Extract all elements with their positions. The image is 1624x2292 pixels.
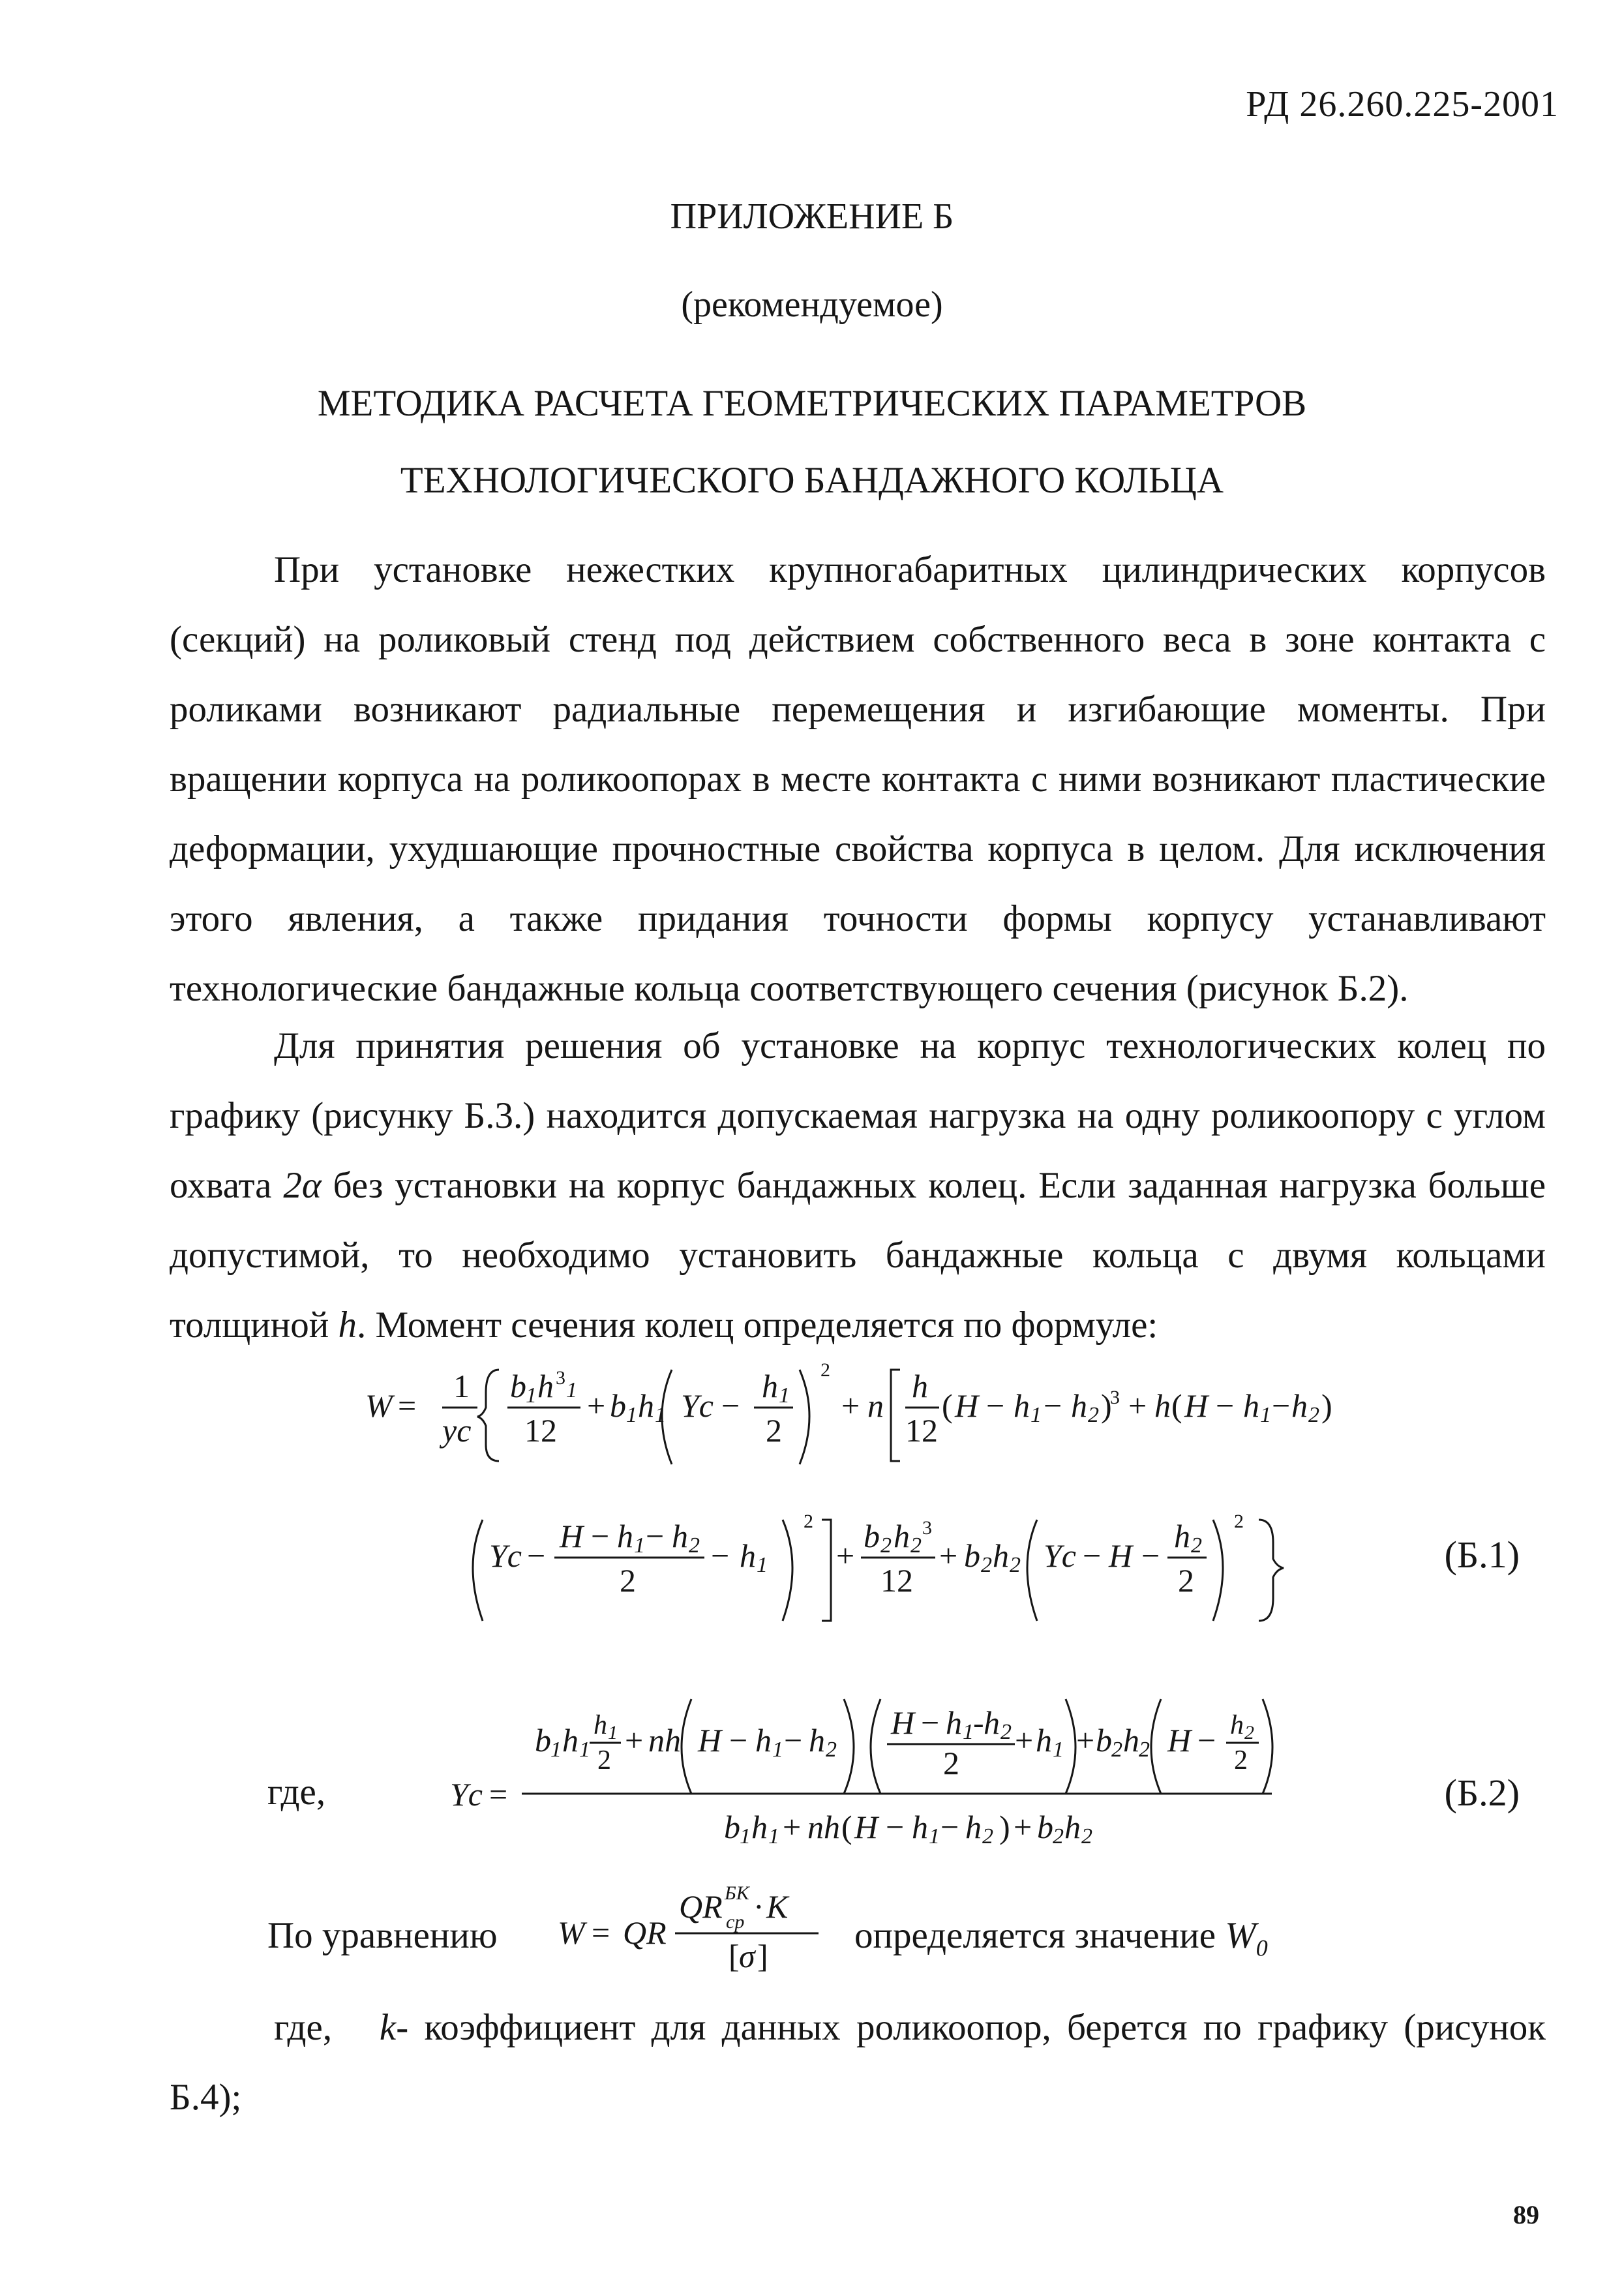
page-number: 89 bbox=[1513, 2200, 1539, 2229]
svg-text:−: − bbox=[940, 1809, 959, 1845]
svg-text:K: K bbox=[766, 1888, 789, 1925]
svg-text:h: h bbox=[762, 1368, 778, 1404]
svg-text:b: b bbox=[964, 1537, 980, 1574]
svg-text:h: h bbox=[537, 1368, 554, 1404]
determined-text bbox=[854, 1914, 1268, 1961]
svg-text:=: = bbox=[398, 1387, 417, 1424]
svg-text:QR: QR bbox=[679, 1888, 723, 1925]
svg-text:H: H bbox=[891, 1704, 915, 1741]
svg-text:QR: QR bbox=[623, 1914, 667, 1951]
svg-text:1: 1 bbox=[655, 1403, 666, 1427]
svg-text:2: 2 bbox=[1191, 1533, 1202, 1558]
svg-text:h: h bbox=[1291, 1387, 1308, 1424]
section-heading bbox=[0, 365, 1624, 519]
by-equation-label: По уравнению bbox=[267, 1915, 498, 1956]
svg-text:H: H bbox=[955, 1387, 979, 1424]
heading-line-2: ТЕХНОЛОГИЧЕСКОГО БАНДАЖНОГО КОЛЬЦА bbox=[400, 460, 1224, 501]
svg-text:h: h bbox=[740, 1537, 756, 1574]
document-code: РД 26.260.225-2001 bbox=[1246, 84, 1559, 125]
svg-text:12: 12 bbox=[905, 1412, 938, 1449]
svg-text:H: H bbox=[560, 1518, 584, 1554]
svg-text:W: W bbox=[558, 1914, 585, 1951]
svg-text:h: h bbox=[993, 1537, 1009, 1574]
svg-text:+: + bbox=[1076, 1722, 1095, 1758]
svg-text:−: − bbox=[784, 1722, 803, 1758]
svg-text:h: h bbox=[912, 1368, 928, 1404]
svg-text:3: 3 bbox=[556, 1367, 565, 1389]
svg-text:1: 1 bbox=[1030, 1403, 1042, 1427]
svg-text:(: ( bbox=[841, 1809, 852, 1845]
svg-text:1: 1 bbox=[779, 1383, 790, 1408]
svg-text:1: 1 bbox=[963, 1720, 974, 1744]
svg-text:b: b bbox=[724, 1809, 740, 1845]
where-label: где, bbox=[267, 1772, 326, 1813]
svg-text:−: − bbox=[921, 1704, 940, 1741]
svg-text:1: 1 bbox=[772, 1738, 783, 1762]
svg-text:−: − bbox=[1216, 1387, 1235, 1424]
svg-text:2: 2 bbox=[880, 1533, 892, 1558]
svg-text:2: 2 bbox=[826, 1738, 837, 1762]
svg-text:2: 2 bbox=[766, 1412, 782, 1449]
svg-text:·: · bbox=[753, 1888, 764, 1925]
svg-text:+: + bbox=[1015, 1722, 1034, 1758]
svg-text:H: H bbox=[854, 1809, 879, 1845]
svg-text:2: 2 bbox=[1244, 1722, 1254, 1743]
svg-text:−: − bbox=[729, 1722, 748, 1758]
svg-text:3: 3 bbox=[922, 1517, 932, 1539]
svg-text:2: 2 bbox=[1088, 1403, 1099, 1427]
w0-subscript: 0 bbox=[1256, 1935, 1268, 1961]
svg-text:1: 1 bbox=[757, 1553, 768, 1577]
svg-text:=: = bbox=[592, 1914, 610, 1951]
svg-text:2: 2 bbox=[1081, 1824, 1092, 1848]
svg-text:+: + bbox=[587, 1387, 606, 1424]
svg-text:h: h bbox=[984, 1704, 1000, 1741]
svg-text:h: h bbox=[1243, 1387, 1259, 1424]
formula-w bbox=[558, 1865, 832, 1983]
svg-text:Yc: Yc bbox=[450, 1776, 483, 1813]
svg-text:b: b bbox=[1037, 1809, 1053, 1845]
svg-text:12: 12 bbox=[880, 1562, 913, 1599]
svg-text:nh: nh bbox=[648, 1722, 681, 1758]
svg-text:b: b bbox=[864, 1518, 880, 1554]
svg-text:2: 2 bbox=[1111, 1738, 1122, 1762]
appendix-title: ПРИЛОЖЕНИЕ Б bbox=[670, 196, 954, 237]
svg-text:h: h bbox=[562, 1722, 579, 1758]
svg-text:h: h bbox=[755, 1722, 772, 1758]
svg-text:2: 2 bbox=[620, 1562, 636, 1599]
svg-text:-: - bbox=[973, 1704, 984, 1741]
svg-text:+: + bbox=[625, 1722, 644, 1758]
svg-text:b: b bbox=[1096, 1722, 1112, 1758]
svg-text:1: 1 bbox=[579, 1738, 590, 1762]
svg-text:−: − bbox=[986, 1387, 1005, 1424]
coefficient-note bbox=[170, 1993, 1546, 2132]
svg-text:+: + bbox=[841, 1387, 860, 1424]
paragraph-2-text-a: Для принятия решения об установке на корпус технологических колец по графику (рисунку Б.3.) находится допускаемая нагрузка на одну роликоопору с углом охвата bbox=[170, 1025, 1546, 1206]
svg-text:−: − bbox=[1141, 1537, 1160, 1574]
svg-text:−: − bbox=[1197, 1722, 1216, 1758]
svg-text:1: 1 bbox=[608, 1722, 618, 1743]
svg-text:2: 2 bbox=[689, 1533, 700, 1558]
svg-text:): ) bbox=[1101, 1387, 1112, 1424]
svg-text:h: h bbox=[894, 1518, 910, 1554]
svg-text:1: 1 bbox=[1260, 1403, 1271, 1427]
svg-text:n: n bbox=[867, 1387, 884, 1424]
svg-text:(: ( bbox=[1171, 1387, 1182, 1424]
svg-text:h: h bbox=[965, 1809, 982, 1845]
svg-text:h: h bbox=[809, 1722, 825, 1758]
svg-text:2: 2 bbox=[1308, 1403, 1319, 1427]
svg-text:2: 2 bbox=[1000, 1720, 1012, 1744]
svg-text:−: − bbox=[711, 1537, 730, 1574]
svg-text:2: 2 bbox=[981, 1553, 992, 1577]
svg-text:2: 2 bbox=[943, 1745, 959, 1781]
svg-text:−: − bbox=[1044, 1387, 1062, 1424]
svg-text:2: 2 bbox=[1234, 1745, 1248, 1775]
svg-text:3: 3 bbox=[1110, 1387, 1120, 1408]
svg-text:h: h bbox=[1064, 1809, 1081, 1845]
svg-text:2: 2 bbox=[1053, 1824, 1064, 1848]
svg-text:(: ( bbox=[942, 1387, 953, 1424]
svg-text:2: 2 bbox=[982, 1824, 993, 1848]
k-variable: k bbox=[379, 2007, 397, 2048]
svg-text:2: 2 bbox=[910, 1533, 922, 1558]
svg-text:БК: БК bbox=[725, 1882, 749, 1904]
paragraph-2 bbox=[170, 1011, 1546, 1360]
heading-line-1: МЕТОДИКА РАСЧЕТА ГЕОМЕТРИЧЕСКИХ ПАРАМЕТРОВ bbox=[317, 383, 1307, 424]
svg-text:yc: yc bbox=[442, 1412, 472, 1449]
svg-text:H: H bbox=[1109, 1537, 1133, 1574]
svg-text:−: − bbox=[1083, 1537, 1102, 1574]
svg-text:σ: σ bbox=[739, 1938, 755, 1974]
svg-text:1: 1 bbox=[634, 1533, 645, 1558]
svg-text:h: h bbox=[1154, 1387, 1171, 1424]
svg-text:−: − bbox=[1272, 1387, 1291, 1424]
svg-text:Yc: Yc bbox=[489, 1537, 522, 1574]
svg-text:H: H bbox=[698, 1722, 722, 1758]
svg-text:h: h bbox=[1036, 1722, 1052, 1758]
svg-text:h: h bbox=[1174, 1518, 1190, 1554]
svg-text:1: 1 bbox=[626, 1403, 637, 1427]
svg-text:W: W bbox=[365, 1387, 393, 1424]
svg-text:+: + bbox=[1014, 1809, 1032, 1845]
svg-text:H: H bbox=[1167, 1722, 1192, 1758]
svg-text:h: h bbox=[1123, 1722, 1139, 1758]
svg-text:Yc: Yc bbox=[681, 1387, 714, 1424]
svg-text:[: [ bbox=[729, 1938, 740, 1974]
note-where-label: где, bbox=[274, 2007, 333, 2048]
svg-text:h: h bbox=[617, 1518, 633, 1554]
svg-text:2: 2 bbox=[1010, 1553, 1021, 1577]
svg-text:1: 1 bbox=[740, 1824, 751, 1848]
svg-text:2: 2 bbox=[820, 1359, 830, 1381]
svg-text:): ) bbox=[1321, 1387, 1332, 1424]
appendix-subtitle: (рекомендуемое) bbox=[681, 284, 943, 325]
svg-text:−: − bbox=[646, 1518, 665, 1554]
svg-text:12: 12 bbox=[524, 1412, 557, 1449]
svg-text:h: h bbox=[594, 1710, 607, 1740]
svg-text:−: − bbox=[886, 1809, 905, 1845]
svg-text:−: − bbox=[721, 1387, 740, 1424]
svg-text:h: h bbox=[751, 1809, 768, 1845]
svg-text:h: h bbox=[912, 1809, 928, 1845]
svg-text:1: 1 bbox=[768, 1824, 779, 1848]
svg-text:2: 2 bbox=[597, 1745, 611, 1775]
svg-text:+: + bbox=[939, 1537, 958, 1574]
svg-text:h: h bbox=[1230, 1710, 1244, 1740]
svg-text:ср: ср bbox=[726, 1911, 745, 1933]
svg-text:2: 2 bbox=[1178, 1562, 1194, 1599]
svg-text:h: h bbox=[946, 1704, 962, 1741]
svg-text:h: h bbox=[638, 1387, 654, 1424]
svg-text:1: 1 bbox=[550, 1738, 562, 1762]
svg-text:2: 2 bbox=[1139, 1738, 1150, 1762]
svg-text:): ) bbox=[999, 1809, 1010, 1845]
svg-text:1: 1 bbox=[929, 1824, 940, 1848]
svg-text:b: b bbox=[535, 1722, 551, 1758]
svg-text:1: 1 bbox=[1053, 1738, 1064, 1762]
thickness-variable: h bbox=[338, 1304, 357, 1346]
svg-text:Yc: Yc bbox=[1044, 1537, 1076, 1574]
svg-text:−: − bbox=[527, 1537, 546, 1574]
paragraph-2-text-b: без установки на корпус бандажных колец. Если заданная нагрузка больше допустимой, то необходимо установить бандажные кольца с двумя кольцами толщиной bbox=[170, 1165, 1546, 1346]
svg-text:H: H bbox=[1184, 1387, 1209, 1424]
formula-b2 bbox=[450, 1683, 1285, 1852]
svg-text:nh: nh bbox=[807, 1809, 840, 1845]
svg-text:+: + bbox=[783, 1809, 802, 1845]
svg-text:2: 2 bbox=[1234, 1511, 1244, 1532]
svg-text:+: + bbox=[1128, 1387, 1147, 1424]
svg-text:]: ] bbox=[757, 1938, 768, 1974]
svg-text:1: 1 bbox=[566, 1378, 577, 1402]
svg-text:2: 2 bbox=[804, 1511, 813, 1532]
svg-text:b: b bbox=[510, 1368, 526, 1404]
equation-number-b1: (Б.1) bbox=[1444, 1533, 1520, 1576]
angle-variable: 2α bbox=[283, 1165, 322, 1206]
determined-label: определяется значение bbox=[854, 1915, 1226, 1956]
formula-b1 bbox=[365, 1357, 1331, 1631]
paragraph-2-text-c: . Момент сечения колец определяется по формуле: bbox=[357, 1304, 1158, 1346]
svg-text:h: h bbox=[1014, 1387, 1030, 1424]
svg-text:h: h bbox=[672, 1518, 688, 1554]
svg-text:−: − bbox=[591, 1518, 610, 1554]
note-text: - коэффициент для данных роликоопор, берется по графику (рисунок Б.4); bbox=[170, 2007, 1546, 2118]
svg-text:1: 1 bbox=[453, 1368, 470, 1404]
svg-text:1: 1 bbox=[526, 1383, 537, 1408]
paragraph-1: При установке нежестких крупногабаритных цилиндрических корпусов (секций) на роликовый стенд под действием собственного веса в зоне контакта с роликами возникают радиальные перемещения и изгибающие моменты. При вращении корпуса на роликоопорах в месте контакта с ними возникают пластические деформации, ухудшающие прочностные свойства корпуса в целом. Для исключения этого явления, а также придания точности формы корпусу устанавливают технологические бандажные кольца соответствующего сечения (рисунок Б.2). bbox=[170, 549, 1546, 1009]
equation-number-b2: (Б.2) bbox=[1444, 1772, 1520, 1814]
svg-text:=: = bbox=[489, 1776, 508, 1813]
svg-text:b: b bbox=[610, 1387, 626, 1424]
svg-text:+: + bbox=[836, 1537, 855, 1574]
svg-text:h: h bbox=[1071, 1387, 1087, 1424]
w0-variable: W bbox=[1225, 1915, 1256, 1956]
